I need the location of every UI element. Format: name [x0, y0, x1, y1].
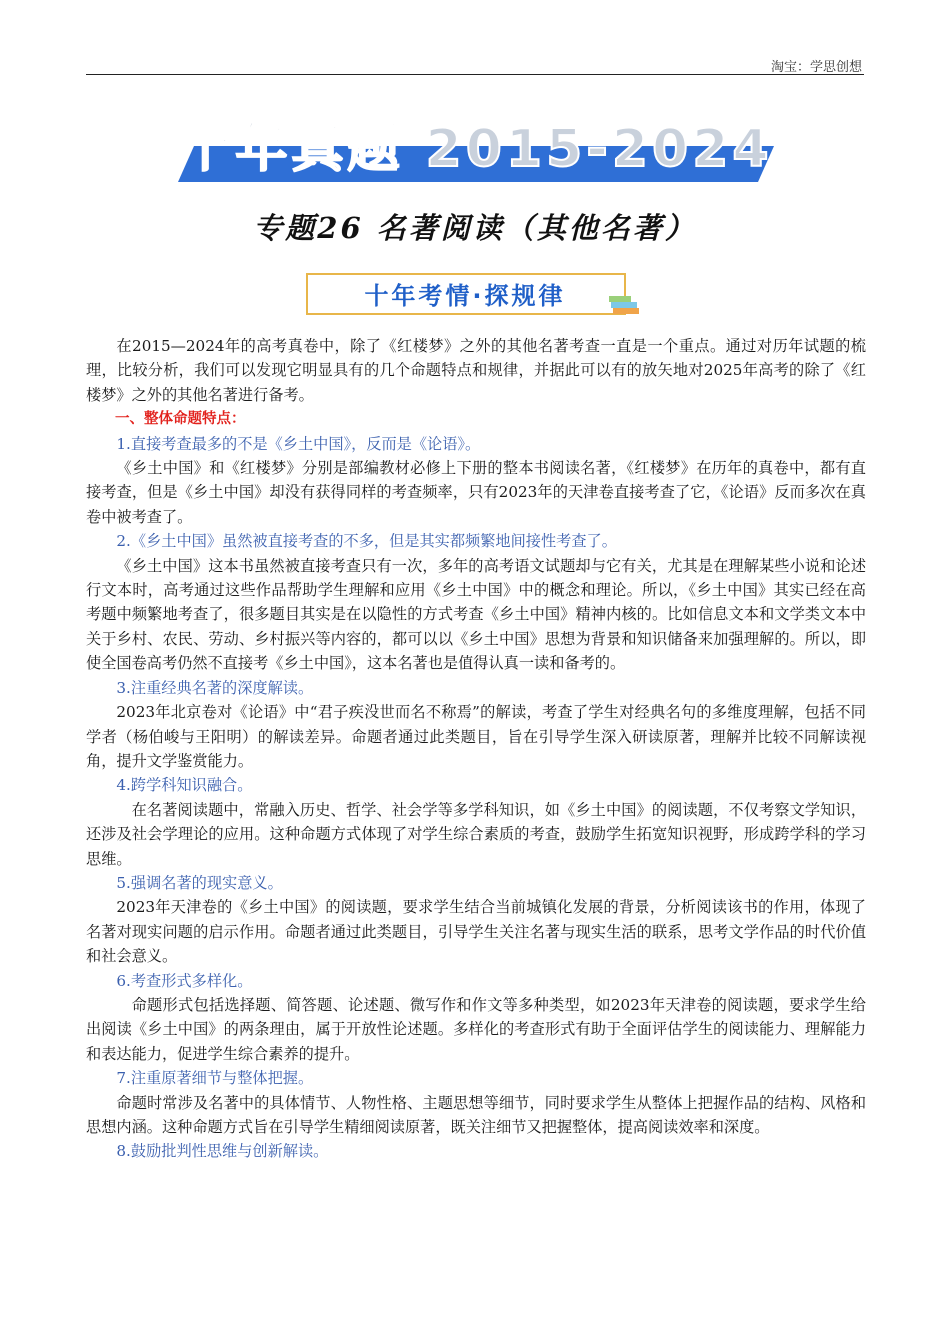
intro-paragraph: 在2015—2024年的高考真卷中，除了《红楼梦》之外的其他名著考查一直是一个重点。通过对历年试题的梳理，比较分析，我们可以发现它明显具有的几个命题特点和规律，并据此可以有的放矢地对2025年高考的除了《红楼梦》之外的其他名著进行备考。 [86, 337, 866, 404]
point-title: 5.强调名著的现实意义。 [116, 873, 283, 892]
title-banner [178, 116, 774, 186]
point-body: 《乡土中国》这本书虽然被直接考查只有一次，多年的高考语文试题却与它有关，尤其是在理解某些小说和论述行文本时，高考通过这些作品帮助学生理解和应用《乡土中国》中的概念和理论。所以，《乡土中国》其实已经在高考题中频繁地考查了，很多题目其实是在以隐性的方式考查《乡土中国》精神内核的。比如信息文本和文学类文本中关于乡村、农民、劳动、乡村振兴等内容的，都可以以《乡土中国》思想为背景和知识储备来加强理解的。所以，即使全国卷高考仍然不直接考《乡土中国》，这本名著也是值得认真一读和备考的。 [86, 556, 866, 673]
point-title: 7.注重原著细节与整体把握。 [116, 1069, 314, 1088]
point-body: 命题形式包括选择题、简答题、论述题、微写作和作文等多种类型，如2023年天津卷的阅读题，要求学生给出阅读《乡土中国》的两条理由，属于开放性论述题。多样化的考查形式有助于全面评估学生的阅读能力、理解能力和表达能力，促进学生综合素养的提升。 [86, 995, 866, 1063]
main-content [86, 334, 866, 1164]
section-heading: 一、整体命题特点： [115, 411, 246, 428]
point-title: 3.注重经典名著的深度解读。 [116, 678, 314, 697]
header-source: 淘宝：学思创想 [770, 60, 862, 75]
point-body: 《乡土中国》和《红楼梦》分别是部编教材必修上下册的整本书阅读名著，《红楼梦》在历年的真卷中，都有直接考查，但是《乡土中国》却没有获得同样的考查频率，只有2023年的天津卷直接考查了它，《论语》反而多次在真卷中被考查了。 [86, 459, 866, 526]
point-body: 2023年北京卷对《论语》中“君子疾没世而名不称焉”的解读，考查了学生对经典名句的多维度理解，包括不同学者（杨伯峻与王阳明）的解读差异。命题者通过此类题目，旨在引导学生深入研读原著，理解并比较不同解读视角，提升文学鉴赏能力。 [86, 703, 866, 770]
point-title: 6.考查形式多样化。 [116, 971, 253, 990]
books-icon [611, 302, 637, 308]
point-body: 命题时常涉及名著中的具体情节、人物性格、主题思想等细节，同时要求学生从整体上把握作品的结构、风格和思想内涵。这种命题方式旨在引导学生精细阅读原著，既关注细节又把握整体，提高阅读效率和深度。 [86, 1093, 866, 1136]
badge-text: 十年考情·探规律 [364, 282, 566, 310]
point-body: 在名著阅读题中，常融入历史、哲学、社会学等多学科知识，如《乡土中国》的阅读题，不仅考察文学知识，还涉及社会学理论的应用。这种命题方式体现了对学生综合素质的考查，鼓励学生拓宽知识视野，形成跨学科的学习思维。 [86, 800, 866, 868]
point-title: 8.鼓励批判性思维与创新解读。 [116, 1142, 329, 1161]
section-badge [305, 272, 645, 320]
point-title: 1.直接考查最多的不是《乡土中国》，反而是《论语》。 [116, 434, 481, 453]
point-title: 2.《乡土中国》虽然被直接考查的不多，但是其实都频繁地间接性考查了。 [116, 532, 617, 551]
point-title: 4.跨学科知识融合。 [116, 776, 253, 795]
point-body: 2023年天津卷的《乡土中国》的阅读题，要求学生结合当前城镇化发展的背景，分析阅读该书的作用，体现了名著对现实问题的启示作用。命题者通过此类题目，引导学生关注名著与现实生活的联系，思考文学作品的时代价值和社会意义。 [86, 898, 866, 966]
banner-title: 十年真题 2015-2024 [179, 119, 773, 179]
header-rule [86, 74, 864, 75]
page-subtitle: 专题26 名著阅读（其他名著） [253, 211, 697, 245]
